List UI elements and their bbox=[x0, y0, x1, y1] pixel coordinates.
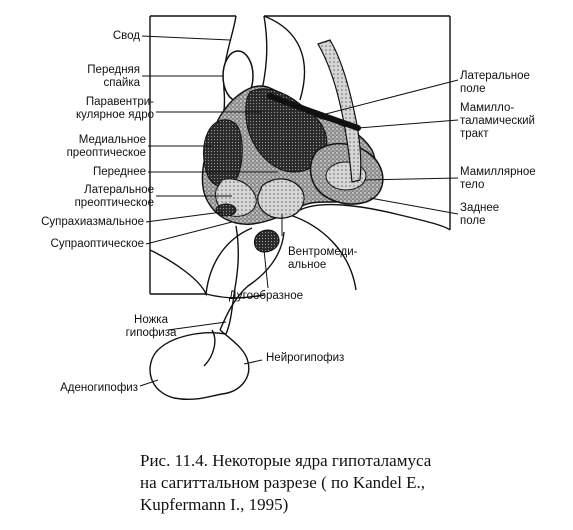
label-medial-preoptic: Медиальное преоптическое bbox=[66, 134, 146, 159]
label-paraventricular-nucleus: Паравентри- кулярное ядро bbox=[75, 96, 154, 121]
label-ventromedial: Вентромеди- альное bbox=[288, 246, 358, 271]
caption-line-2: на сагиттальном разрезе ( по Kandel E., bbox=[140, 473, 426, 492]
label-lateral-field: Латеральное поле bbox=[460, 70, 530, 95]
label-pituitary-stalk: Ножка гипофиза bbox=[125, 314, 177, 339]
label-fornix: Свод bbox=[112, 30, 140, 42]
label-mammillothalamic-tract: Мамилло- таламический тракт bbox=[460, 102, 535, 140]
label-anterior-commissure: Передняя спайка bbox=[87, 64, 140, 89]
label-suprachiasmatic: Супрахиазмальное bbox=[41, 216, 144, 228]
label-mammillary-body: Мамиллярное тело bbox=[460, 166, 536, 191]
label-adenohypophysis: Аденогипофиз bbox=[60, 382, 138, 394]
label-posterior-field: Заднее поле bbox=[460, 202, 500, 227]
figure-caption bbox=[140, 450, 560, 516]
caption-line-3: Kupfermann I., 1995) bbox=[140, 495, 289, 514]
label-arcuate: Дугообразное bbox=[228, 290, 304, 302]
label-neurohypophysis: Нейрогипофиз bbox=[266, 352, 345, 364]
caption-line-1: Рис. 11.4. Некоторые ядра гипоталамуса bbox=[140, 451, 432, 470]
label-anterior-nucleus: Переднее bbox=[92, 166, 146, 178]
label-supraoptic: Супраоптическое bbox=[50, 238, 144, 250]
label-lateral-preoptic: Латеральное преоптическое bbox=[74, 184, 154, 209]
